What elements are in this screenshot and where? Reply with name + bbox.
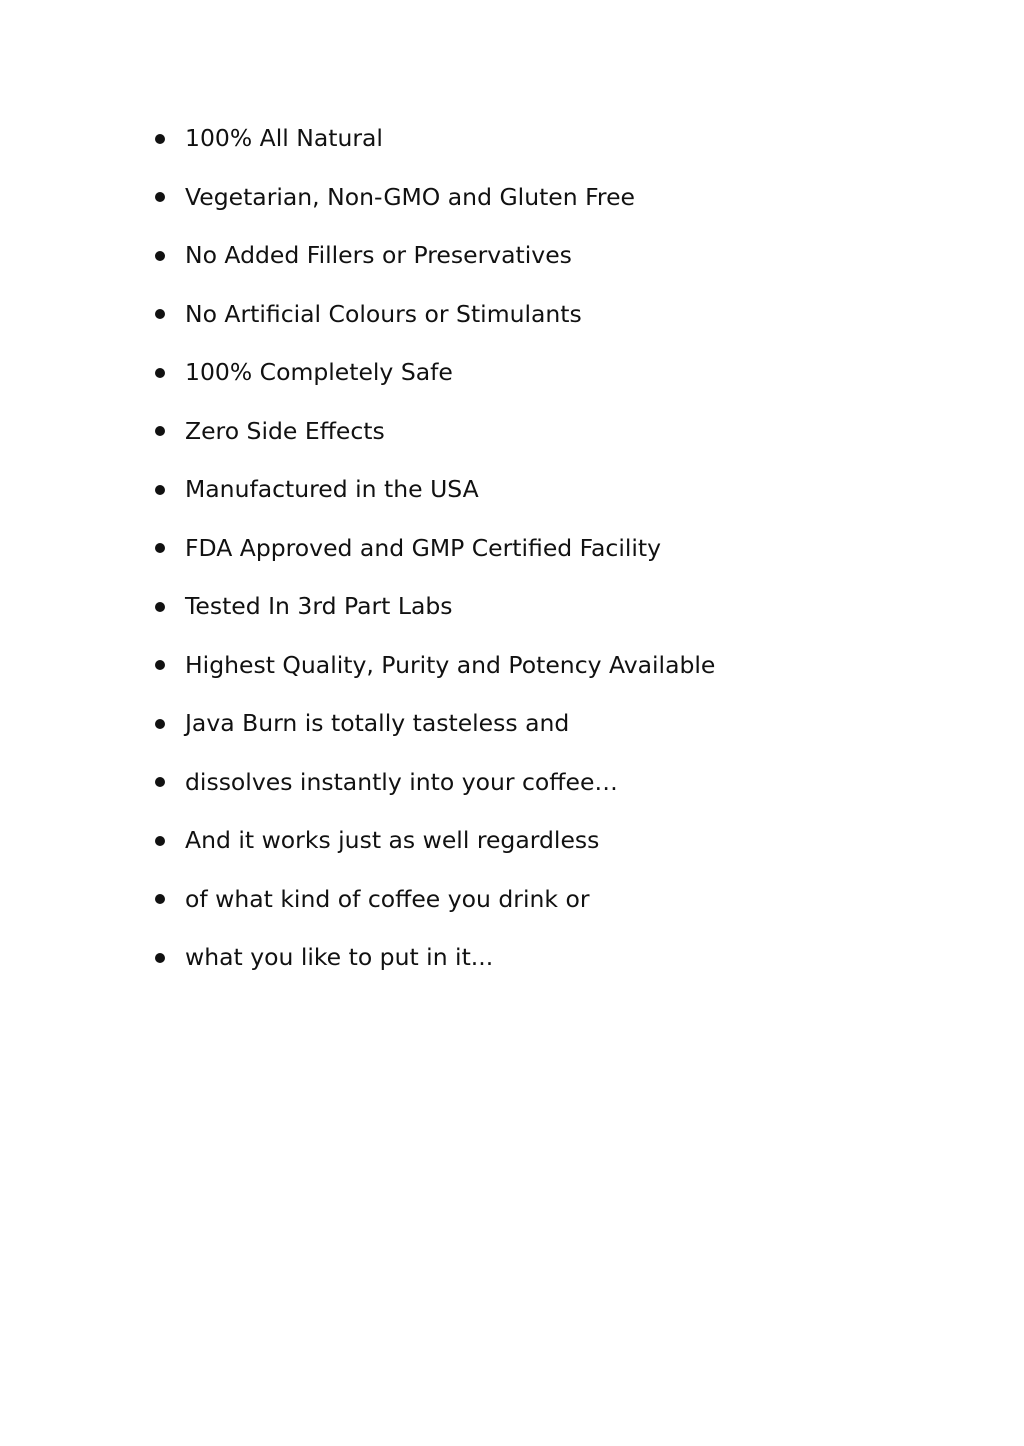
bullet-icon xyxy=(153,239,185,272)
list-item-text: No Added Fillers or Preservatives xyxy=(185,241,572,269)
list-item-text: And it works just as well regardless xyxy=(185,826,600,854)
list-item xyxy=(153,473,715,532)
list-item-text: of what kind of coffee you drink or xyxy=(185,884,590,913)
bullet-icon xyxy=(153,707,185,740)
bullet-list xyxy=(153,122,715,1000)
list-item xyxy=(153,649,715,708)
list-item xyxy=(153,239,715,298)
list-item-text: Manufactured in the USA xyxy=(185,475,479,503)
list-item xyxy=(153,181,715,240)
list-item xyxy=(153,298,715,357)
bullet-icon xyxy=(153,941,185,974)
list-item xyxy=(153,532,715,591)
bullet-icon xyxy=(153,415,185,448)
list-item xyxy=(153,590,715,649)
bullet-icon xyxy=(153,298,185,331)
list-item-text: dissolves instantly into your coffee… xyxy=(185,767,618,796)
list-item-text: Vegetarian, Non-GMO and Gluten Free xyxy=(185,182,635,211)
list-item-text: FDA Approved and GMP Certified Facility xyxy=(185,533,662,562)
list-item-text: 100% Completely Safe xyxy=(185,358,453,386)
bullet-icon xyxy=(153,532,185,565)
list-item-text: what you like to put in it... xyxy=(185,943,494,971)
list-item xyxy=(153,824,715,883)
list-item xyxy=(153,707,715,766)
list-item xyxy=(153,766,715,825)
bullet-icon xyxy=(153,883,185,916)
list-item xyxy=(153,415,715,474)
bullet-icon xyxy=(153,824,185,857)
bullet-icon xyxy=(153,181,185,214)
bullet-icon xyxy=(153,649,185,682)
list-item-text: 100% All Natural xyxy=(185,124,383,152)
list-item-text: Tested In 3rd Part Labs xyxy=(185,592,453,620)
bullet-icon xyxy=(153,590,185,623)
bullet-icon xyxy=(153,766,185,799)
list-item xyxy=(153,883,715,942)
list-item-text: Highest Quality, Purity and Potency Available xyxy=(185,650,716,679)
bullet-icon xyxy=(153,473,185,506)
list-item xyxy=(153,122,715,181)
list-item-text: Java Burn is totally tasteless and xyxy=(185,709,570,737)
bullet-icon xyxy=(153,356,185,389)
list-item xyxy=(153,356,715,415)
list-item-text: No Artificial Colours or Stimulants xyxy=(185,299,582,328)
bullet-icon xyxy=(153,122,185,155)
list-item xyxy=(153,941,715,1000)
list-item-text: Zero Side Effects xyxy=(185,416,385,445)
